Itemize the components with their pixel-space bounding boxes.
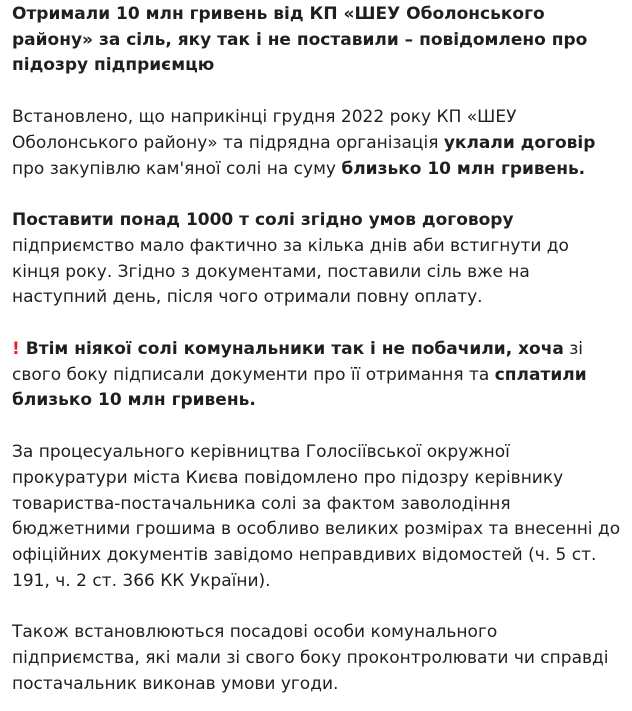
paragraph-delivery-bold-1: Поставити понад 1000 т солі згідно умов договору: [12, 210, 514, 231]
post-title: Отримали 10 млн гривень від КП «ШЕУ Оболонського району» за сіль, яку так і не поставили – повідомлено про підозру підприємцю: [12, 4, 588, 76]
paragraph-contract-bold-2: близько 10 млн гривень.: [341, 158, 586, 179]
paragraph-no-salt-text-1: зі свого боку підписали документи про її отримання та: [12, 339, 584, 385]
paragraph-suspicion-text-1: За процесуального керівництва Голосіївської окружної прокуратури міста Києва повідомлено про підозру керівнику товариства-постачальника солі за фактом заволодіння бюджетними грошима в особливо великих розмірах та внесенні до офіційних документів завідомо неправдивих відомостей (ч. 5 ст. 191, ч. 2 ст. 366 КК України).: [12, 442, 621, 591]
paragraph-suspicion: [12, 440, 622, 594]
paragraph-no-salt-bold-2: сплатили близько 10 млн гривень.: [12, 364, 587, 411]
paragraph-officials: [12, 620, 622, 697]
paragraph-delivery-text-1: підприємство мало фактично за кілька днів аби встигнути до кінця року. Згідно з документами, поставили сіль вже на наступний день, після чого отримали повну оплату.: [12, 235, 569, 308]
paragraph-officials-text-1: Також встановлюються посадові особи комунального підприємства, які мали зі свого боку проконтролювати чи справді постачальник виконав умови угоди.: [12, 622, 609, 694]
paragraph-contract-text-1: Встановлено, що наприкінці грудня 2022 року КП «ШЕУ Оболонського району» та підрядна організація: [12, 107, 517, 153]
exclamation-icon: !: [12, 339, 20, 360]
paragraph-contract-bold-1: уклали договір: [443, 132, 596, 153]
paragraph-no-salt: [12, 337, 622, 414]
paragraph-no-salt-bold-1: Втім ніякої солі комунальники так і не побачили, хоча: [25, 339, 564, 360]
paragraph-delivery: [12, 208, 622, 311]
paragraph-contract: [12, 105, 622, 182]
paragraph-contract-text-2: про закупівлю кам'яної солі на суму: [12, 158, 342, 179]
